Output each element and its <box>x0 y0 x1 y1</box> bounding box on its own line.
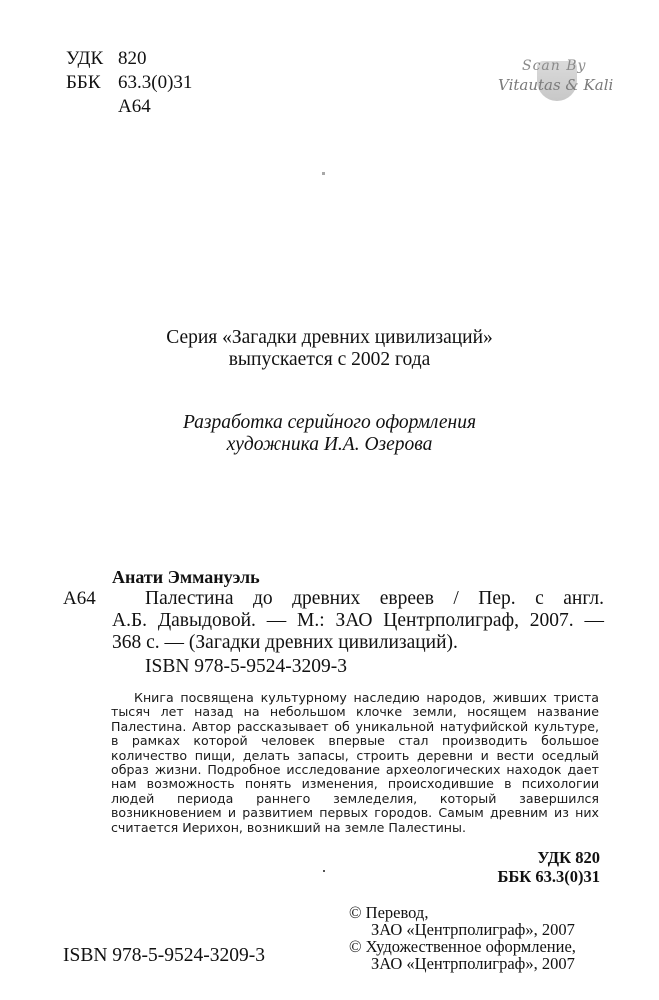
top-classification <box>66 47 192 119</box>
bottom-bbk: ББК 63.3(0)31 <box>497 867 600 886</box>
catalog-card <box>112 588 604 654</box>
bbk-label: ББК <box>66 72 101 93</box>
bbk-value: 63.3(0)31 <box>118 72 193 93</box>
copyright-design: © Художественное оформление, <box>349 937 576 956</box>
copyright-block <box>349 904 576 972</box>
bottom-udk: УДК 820 <box>537 848 600 867</box>
copyright-design-holder: ЗАО «Центрполиграф», 2007 <box>371 954 575 973</box>
print-speck <box>323 870 325 872</box>
catalog-isbn: ISBN 978-5-9524-3209-3 <box>145 656 348 677</box>
design-credit <box>0 412 659 456</box>
catalog-line1: Палестина до древних евреев / Пер. с англ. <box>145 588 604 609</box>
catalog-author: Анати Эммануэль <box>112 567 260 587</box>
annotation-text: Книга посвящена культурному наследию народов, живших триста тысяч лет назад на небольшом клочке земли, носящем название Палестина. Автор рассказывает об уникальной натуфийской культуре, в рамках которой человек впервые стал производить большое количество пищи, делать запасы, строить деревни и вести оседлый образ жизни. Подробное исследование археологических находок дает нам возможность понять изменения, происходившие в психологии людей периода раннего земледелия, который завершился возникновением и развитием первых городов. Самым древним из них считается Иерихон, возникший на земле Палестины. <box>111 690 599 835</box>
udk-label: УДК <box>66 48 104 69</box>
annotation <box>111 691 599 835</box>
catalog-index: А64 <box>63 588 96 609</box>
print-speck <box>322 172 325 175</box>
udk-value: 820 <box>118 48 147 69</box>
copyright-translation-holder: ЗАО «Центрполиграф», 2007 <box>371 920 575 939</box>
catalog-line2: А.Б. Давыдовой. — М.: ЗАО Центрполиграф, 2007. — <box>112 610 604 631</box>
series-line2: выпускается с 2002 года <box>228 349 431 370</box>
bottom-classification <box>497 848 600 886</box>
design-line1: Разработка серийного оформления <box>182 412 477 433</box>
series-line1: Серия «Загадки древних цивилизаций» <box>166 327 493 348</box>
design-line2: художника И.А. Озерова <box>226 434 433 455</box>
author-mark: А64 <box>118 96 151 117</box>
copyright-translation: © Перевод, <box>349 903 429 922</box>
footer-isbn: ISBN 978-5-9524-3209-3 <box>63 945 266 966</box>
catalog-line3: 368 с. — (Загадки древних цивилизаций). <box>112 632 458 653</box>
watermark-line1: Scan By <box>522 58 587 74</box>
watermark-line2: Vitautas & Kali <box>498 76 614 94</box>
scanner-watermark <box>492 58 642 108</box>
series-note <box>0 327 659 371</box>
